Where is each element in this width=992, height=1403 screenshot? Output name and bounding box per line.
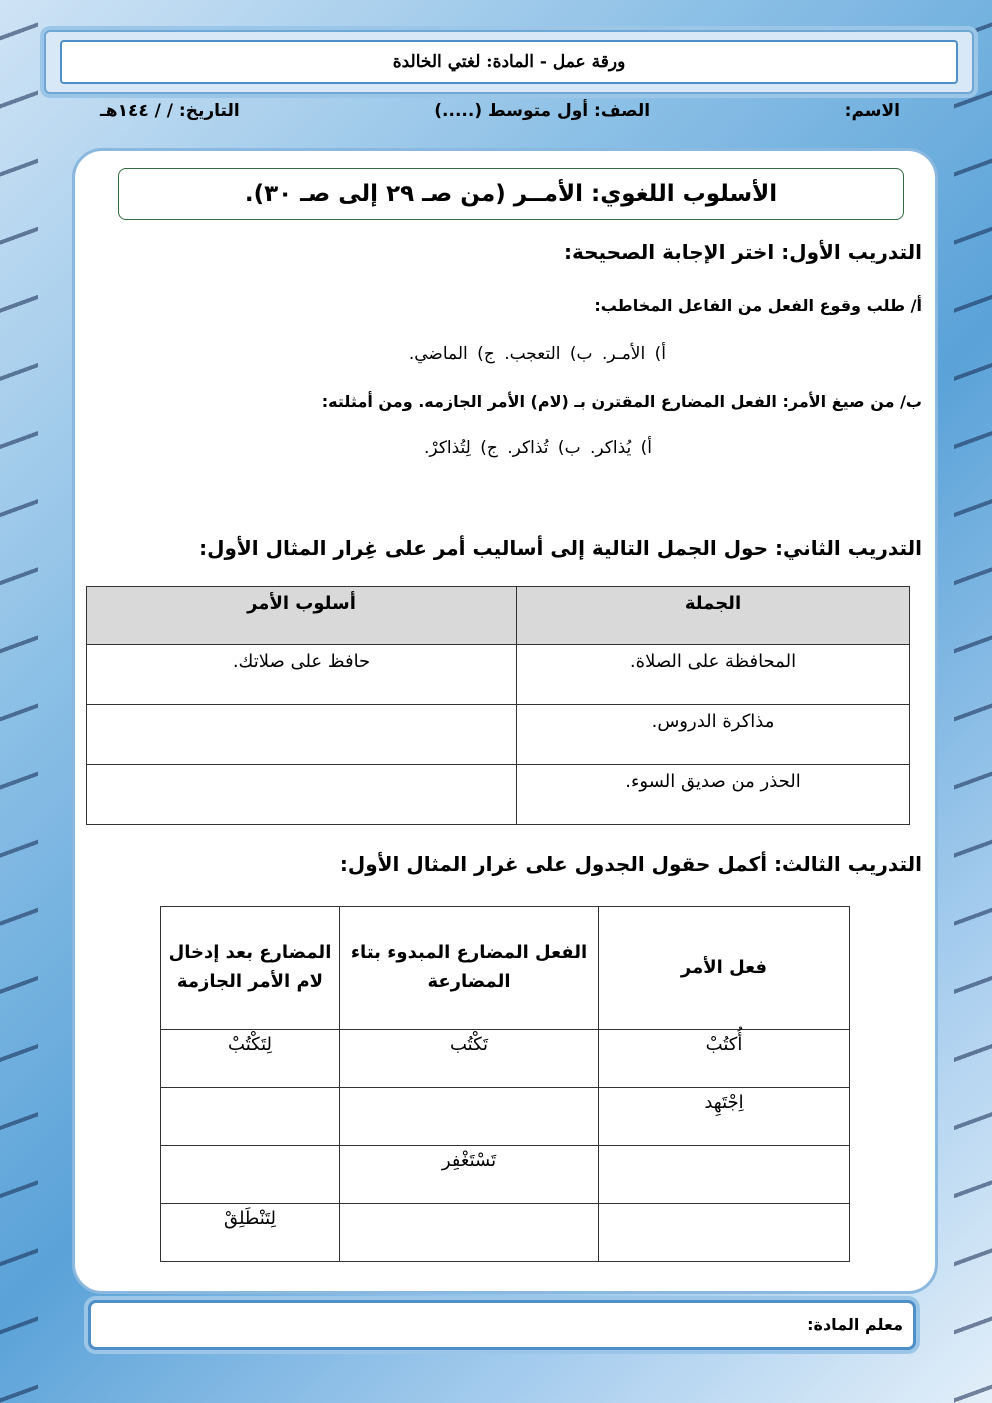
present-verb-cell: تَسْتَغْفِر [340,1146,599,1204]
exercise3-table [160,906,850,1262]
present-verb-cell[interactable] [340,1088,599,1146]
imperative-cell[interactable] [87,705,517,765]
sentence-cell: المحافظة على الصلاة. [517,645,910,705]
table-row [87,645,910,705]
table-row [161,1030,850,1088]
jussive-cell: لِتَكْتُبْ [161,1030,340,1088]
column-header-imperative: أسلوب الأمر [87,587,517,645]
imperative-verb-cell[interactable] [599,1204,850,1262]
table-header-row [161,907,850,1030]
exercise1-question-a: أ/ طلب وقوع الفعل من الفاعل المخاطب: [594,296,922,315]
right-border-decoration [954,0,992,1403]
exercise2-title: التدريب الثاني: حول الجمل التالية إلى أساليب أمر على غِرار المثال الأول: [199,536,922,560]
jussive-cell[interactable] [161,1088,340,1146]
exercise1-question-b: ب/ من صيغ الأمر: الفعل المضارع المقترن بـ (لام) الأمر الجازمه. ومن أمثلته: [321,392,922,411]
exercise1-options-a: أ) الأمـر. ب) التعجب. ج) الماضي. [408,344,666,364]
exercise2-table [86,586,910,825]
student-info-row [100,96,900,126]
present-verb-cell[interactable] [340,1204,599,1262]
imperative-verb-cell: أُكتُبْ [599,1030,850,1088]
imperative-verb-cell: اِجْتَهِد [599,1088,850,1146]
jussive-cell: لِتَنْطَلِقْ [161,1204,340,1262]
date-label: التاريخ: / / ١٤٤هـ [100,101,240,121]
teacher-label: معلم المادة: [807,1315,903,1334]
table-header-row [87,587,910,645]
present-verb-cell: تَكْتُب [340,1030,599,1088]
column-header-imperative-verb: فعل الأمر [599,907,850,1030]
footer-box [88,1300,916,1350]
name-label: الاسم: [844,101,900,121]
table-row [161,1088,850,1146]
exercise1-title: التدريب الأول: اختر الإجابة الصحيحة: [563,240,922,264]
imperative-cell[interactable] [87,765,517,825]
left-border-decoration [0,0,38,1403]
table-row [161,1146,850,1204]
imperative-verb-cell[interactable] [599,1146,850,1204]
lesson-title: الأسلوب اللغوي: الأمــر (من صـ ٢٩ إلى صـ ٣٠). [118,168,904,220]
class-label: الصف: أول متوسط (.....) [434,101,651,121]
sentence-cell: مذاكرة الدروس. [517,705,910,765]
column-header-present-verb: الفعل المضارع المبدوء بتاء المضارعة [340,907,599,1030]
table-row [87,705,910,765]
table-row [87,765,910,825]
header-banner [44,30,974,94]
jussive-cell[interactable] [161,1146,340,1204]
table-row [161,1204,850,1262]
column-header-jussive: المضارع بعد إدخال لام الأمر الجازمة [161,907,340,1030]
exercise3-title: التدريب الثالث: أكمل حقول الجدول على غرار المثال الأول: [339,852,922,876]
worksheet-title: ورقة عمل - المادة: لغتي الخالدة [60,40,958,84]
imperative-cell[interactable]: حافظ على صلاتك. [87,645,517,705]
exercise1-options-b: أ) يُذاكر. ب) تُذاكر. ج) لِتُذاكرْ. [424,438,652,458]
sentence-cell: الحذر من صديق السوء. [517,765,910,825]
column-header-sentence: الجملة [517,587,910,645]
